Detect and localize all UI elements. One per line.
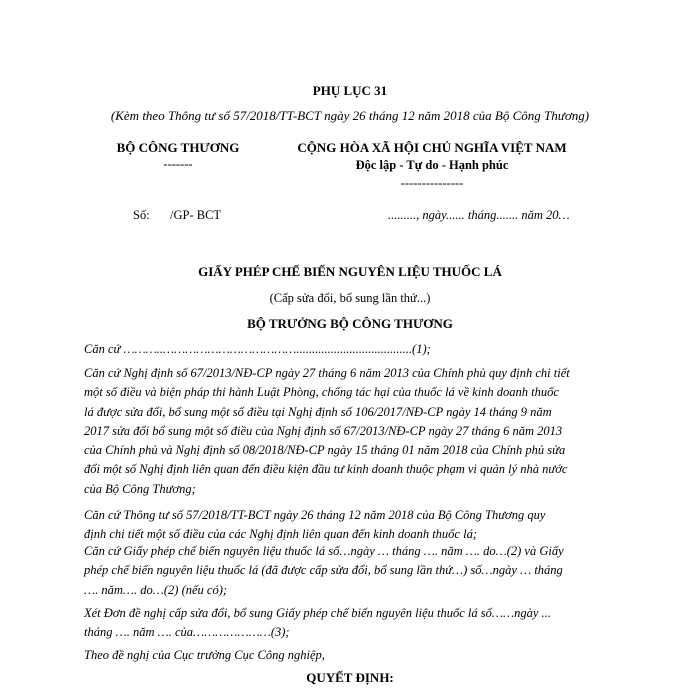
basis-line: Căn cứ ………..……………………………….....................................(1); [84,342,431,356]
basis-line: Căn cứ Thông tư số 57/2018/TT-BCT ngày 26 tháng 12 năm 2018 của Bộ Công Thương quy [84,508,546,522]
document-title: GIẤY PHÉP CHẾ BIẾN NGUYÊN LIỆU THUỐC LÁ [198,264,502,279]
basis-paragraph [84,364,618,499]
basis-line: đổi một số Nghị định liên quan đến điều kiện đầu tư kinh doanh thuộc phạm vi quản lý nhà nước [84,462,568,477]
basis-line: Căn cứ Giấy phép chế biến nguyên liệu thuốc lá số…ngày … tháng …. năm …. do…(2) và Giấy [84,544,564,558]
basis-line: 2017 sửa đổi bổ sung một số điều của Nghị định số 67/2013/NĐ-CP ngày 27 tháng 6 năm 2013 [84,423,563,438]
nation-name: CỘNG HÒA XÃ HỘI CHỦ NGHĨA VIỆT NAM [297,140,567,155]
basis-line: phép chế biến nguyên liệu thuốc lá (đã được cấp sửa đổi, bổ sung lần thứ…) số…ngày … tháng [84,563,563,578]
basis-line: Căn cứ Nghị định số 67/2013/NĐ-CP ngày 27 tháng 6 năm 2013 của Chính phủ quy định chi tiết [84,366,570,380]
appendix-subtitle: (Kèm theo Thông tư số 57/2018/TT-BCT ngày 26 tháng 12 năm 2018 của Bộ Công Thương) [110,108,590,123]
basis-line: tháng …. năm …. của…………………(3); [84,625,290,640]
basis-line: của Bộ Công Thương; [84,481,196,496]
national-motto: Độc lập - Tự do - Hạnh phúc [355,158,509,172]
motto-divider: --------------- [400,176,464,190]
basis-line: lá được sửa đổi, bổ sung một số điều tại Nghị định số 106/2017/NĐ-CP ngày 14 tháng 9 năm [84,404,552,419]
decision-heading: QUYẾT ĐỊNH: [306,670,394,685]
basis-paragraph [84,604,618,643]
basis-paragraph [84,542,618,600]
agency-divider: ------- [163,157,193,171]
basis-line: một số điều và biện pháp thi hành Luật Phòng, chống tác hại của thuốc lá về kinh doanh thuốc [84,385,559,400]
basis-paragraph [84,340,618,359]
basis-line: Theo đề nghị của Cục trưởng Cục Công nghiệp, [84,648,325,662]
basis-paragraph [84,646,618,665]
basis-line: định chi tiết một số điều của các Nghị định liên quan đến kinh doanh thuốc lá; [84,527,477,542]
basis-line: của Chính phủ và Nghị định số 08/2018/NĐ-CP ngày 15 tháng 01 năm 2018 của Chính phủ sửa [84,443,566,458]
number-value: /GP- BCT [170,208,222,222]
date-line: ........., ngày...... tháng....... năm 20… [388,208,570,222]
appendix-title: PHỤ LỤC 31 [312,83,388,98]
document-subtitle: (Cấp sửa đổi, bổ sung lần thứ...) [269,291,431,305]
issuer-title: BỘ TRƯỞNG BỘ CÔNG THƯƠNG [247,316,453,331]
basis-line: Xét Đơn đề nghị cấp sửa đổi, bổ sung Giấy phép chế biến nguyên liệu thuốc lá số……ngày ... [84,606,551,620]
basis-paragraph [84,506,618,545]
basis-line: …. năm…. do…(2) (nếu có); [84,582,228,597]
number-label: Số: [133,208,150,222]
agency-name: BỘ CÔNG THƯƠNG [116,140,240,155]
